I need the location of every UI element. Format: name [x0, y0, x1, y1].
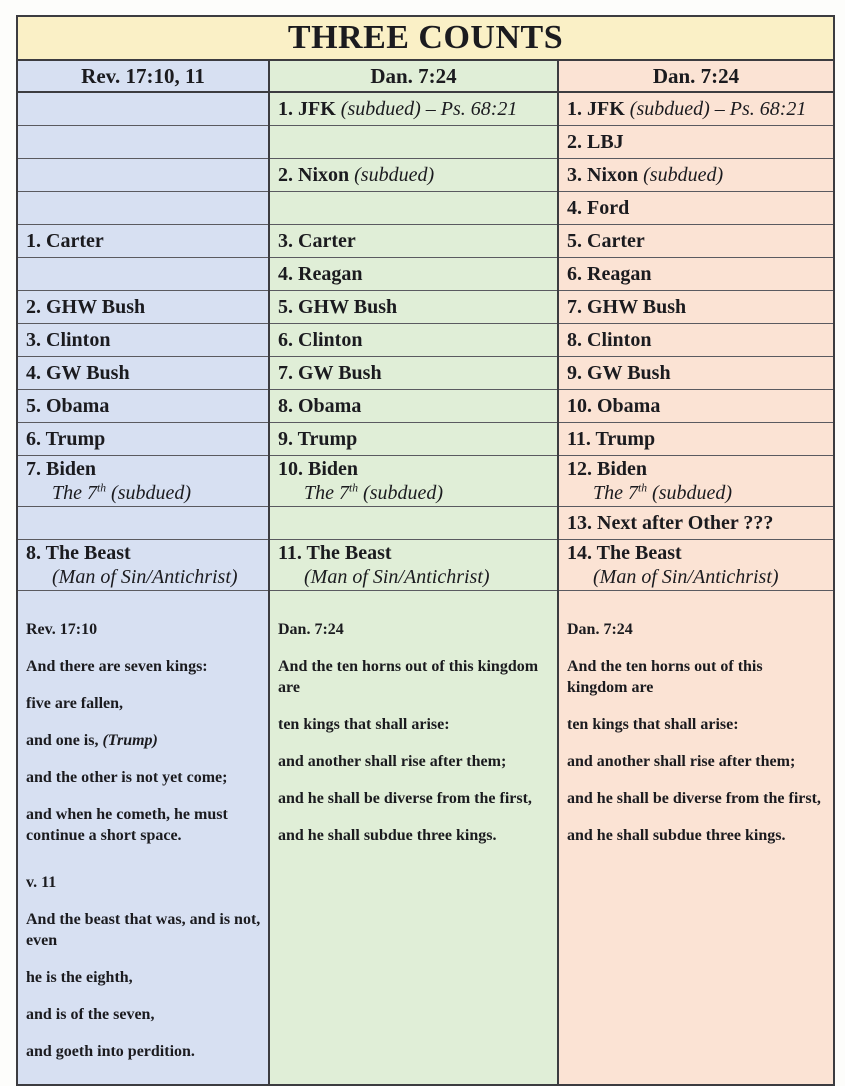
count-cell-line: [26, 361, 262, 385]
text-segment: 3. Carter: [278, 229, 356, 252]
text-segment: 4. Reagan: [278, 262, 363, 285]
text-segment: 10. Biden: [278, 457, 359, 480]
scripture-paragraph: [567, 751, 827, 772]
scripture-paragraph: [278, 825, 551, 846]
count-cell: [269, 290, 558, 323]
scripture-paragraph: [567, 825, 827, 846]
text-segment: (subdued): [629, 97, 710, 120]
count-cell-line: [567, 457, 827, 481]
count-cell-line: [278, 427, 551, 451]
header-row: [17, 60, 834, 92]
scripture-paragraph: [278, 656, 551, 698]
scripture-paragraph: [26, 909, 262, 951]
count-cell: [17, 356, 269, 389]
text-segment: 8. The Beast: [26, 541, 131, 564]
count-cell: [558, 323, 834, 356]
text-segment: 6. Trump: [26, 427, 106, 450]
scripture-paragraph: [26, 967, 262, 988]
text-segment: 1. JFK: [278, 97, 341, 120]
text-segment: 5. GHW Bush: [278, 295, 398, 318]
text-segment: 4. GW Bush: [26, 361, 130, 384]
text-segment: (subdued): [358, 481, 444, 504]
count-cell-line: [567, 427, 827, 451]
text-segment: (subdued): [643, 163, 724, 186]
text-segment: and another shall rise after them;: [567, 752, 796, 770]
count-row: [17, 506, 834, 539]
count-cell-subline: [26, 565, 262, 589]
count-cell-line: [567, 328, 827, 352]
count-cell-line: [278, 457, 551, 481]
text-segment: 11. The Beast: [278, 541, 392, 564]
count-cell: [269, 422, 558, 455]
scripture-paragraph: [567, 656, 827, 698]
count-cell: [17, 506, 269, 539]
text-segment: 9. Trump: [278, 427, 358, 450]
text-segment: 3. Clinton: [26, 328, 111, 351]
text-segment: and another shall rise after them;: [278, 752, 507, 770]
count-cell: [558, 158, 834, 191]
text-segment: (Man of Sin/Antichrist): [52, 565, 238, 588]
text-segment: 14. The Beast: [567, 541, 682, 564]
count-cell-line: [567, 97, 827, 121]
count-cell-line: [278, 541, 551, 565]
count-cell: [269, 158, 558, 191]
scripture-paragraph: [26, 872, 262, 893]
scripture-cell-rev: [17, 590, 269, 1085]
count-cell: [558, 506, 834, 539]
count-cell: [269, 455, 558, 506]
scripture-paragraph: [26, 804, 262, 846]
text-segment: th: [349, 480, 359, 494]
text-segment: 8. Clinton: [567, 328, 652, 351]
three-counts-table: [16, 15, 835, 1086]
text-segment: Rev. 17:10: [26, 620, 98, 638]
text-segment: and when he cometh, he must continue a short space.: [26, 805, 228, 844]
count-cell-subline: [567, 565, 827, 589]
text-segment: 2. Nixon: [278, 163, 355, 186]
text-segment: 4. Ford: [567, 196, 630, 219]
count-cell: [269, 257, 558, 290]
count-row: [17, 257, 834, 290]
count-cell-line: [278, 394, 551, 418]
scripture-paragraph: [567, 714, 827, 735]
count-cell: [269, 92, 558, 125]
count-cell: [558, 539, 834, 590]
count-cell-line: [26, 328, 262, 352]
count-row: [17, 356, 834, 389]
text-segment: and he shall subdue three kings.: [567, 826, 786, 844]
scripture-paragraph: [26, 656, 262, 677]
count-cell-line: [26, 457, 262, 481]
text-segment: and one is,: [26, 731, 103, 749]
text-segment: 2. LBJ: [567, 130, 624, 153]
count-cell-line: [26, 229, 262, 253]
count-row: [17, 539, 834, 590]
count-row: [17, 290, 834, 323]
text-segment: And the beast that was, and is not, even: [26, 910, 261, 949]
count-cell-line: [278, 262, 551, 286]
count-cell: [17, 323, 269, 356]
count-row: [17, 224, 834, 257]
text-segment: And the ten horns out of this kingdom are: [567, 657, 763, 696]
text-segment: 2. GHW Bush: [26, 295, 146, 318]
count-cell: [269, 125, 558, 158]
count-cell: [558, 455, 834, 506]
text-segment: And there are seven kings:: [26, 657, 208, 675]
text-segment: 1. JFK: [567, 97, 630, 120]
text-segment: 7. GHW Bush: [567, 295, 687, 318]
text-segment: 1. Carter: [26, 229, 104, 252]
count-cell-line: [567, 361, 827, 385]
text-segment: The 7: [52, 481, 97, 504]
count-row: [17, 158, 834, 191]
count-cell-line: [567, 295, 827, 319]
count-cell: [17, 455, 269, 506]
count-cell-line: [567, 541, 827, 565]
count-row: [17, 125, 834, 158]
count-cell: [17, 257, 269, 290]
table-title: THREE COUNTS: [17, 16, 834, 60]
count-cell: [558, 389, 834, 422]
count-cell: [269, 539, 558, 590]
scripture-cell-dan-right: [558, 590, 834, 1085]
count-cell-line: [26, 541, 262, 565]
text-segment: (subdued): [340, 97, 421, 120]
text-segment: five are fallen,: [26, 694, 124, 712]
scripture-paragraph: [278, 619, 551, 640]
count-cell: [558, 290, 834, 323]
text-segment: – Ps. 68:21: [709, 97, 807, 120]
scripture-paragraph: [278, 788, 551, 809]
scripture-paragraph: [26, 693, 262, 714]
text-segment: v. 11: [26, 873, 57, 891]
count-cell-subline: [567, 481, 827, 505]
text-segment: And the ten horns out of this kingdom are: [278, 657, 539, 696]
scripture-paragraph: [278, 714, 551, 735]
scripture-paragraph: [26, 1041, 262, 1062]
text-segment: th: [638, 480, 648, 494]
count-cell-line: [278, 229, 551, 253]
count-cell: [269, 389, 558, 422]
text-segment: Dan. 7:24: [278, 620, 344, 638]
count-cell: [558, 257, 834, 290]
count-cell-line: [567, 196, 827, 220]
text-segment: (subdued): [106, 481, 192, 504]
count-cell: [269, 356, 558, 389]
count-cell-line: [26, 427, 262, 451]
text-segment: 12. Biden: [567, 457, 648, 480]
count-row: [17, 389, 834, 422]
count-cell: [269, 191, 558, 224]
count-row: [17, 191, 834, 224]
count-cell-subline: [278, 565, 551, 589]
scripture-paragraph: [26, 1004, 262, 1025]
scripture-paragraph: [567, 619, 827, 640]
count-cell: [17, 191, 269, 224]
text-segment: and is of the seven,: [26, 1005, 155, 1023]
text-segment: and the other is not yet come;: [26, 768, 228, 786]
text-segment: (Trump): [102, 731, 158, 749]
text-segment: 7. GW Bush: [278, 361, 382, 384]
count-cell-subline: [278, 481, 551, 505]
table-head: [17, 16, 834, 92]
count-cell: [17, 389, 269, 422]
count-row: [17, 92, 834, 125]
count-cell: [558, 356, 834, 389]
count-cell: [558, 92, 834, 125]
count-row: [17, 455, 834, 506]
text-segment: and he shall subdue three kings.: [278, 826, 497, 844]
text-segment: The 7: [304, 481, 349, 504]
count-cell: [17, 539, 269, 590]
text-segment: (Man of Sin/Antichrist): [593, 565, 779, 588]
scripture-cell-dan-middle: [269, 590, 558, 1085]
count-cell-line: [567, 163, 827, 187]
column-header-rev-17-10-11: Rev. 17:10, 11: [17, 60, 269, 92]
count-cell-subline: [26, 481, 262, 505]
text-segment: 9. GW Bush: [567, 361, 671, 384]
counts-body: [17, 92, 834, 1085]
text-segment: 6. Reagan: [567, 262, 652, 285]
scripture-paragraph: [26, 619, 262, 640]
count-cell: [17, 158, 269, 191]
count-cell: [17, 422, 269, 455]
count-row: [17, 323, 834, 356]
text-segment: The 7: [593, 481, 638, 504]
text-segment: 8. Obama: [278, 394, 362, 417]
column-header-dan-7-24-right: Dan. 7:24: [558, 60, 834, 92]
count-cell: [269, 506, 558, 539]
count-cell: [558, 224, 834, 257]
count-cell-line: [567, 229, 827, 253]
text-segment: (subdued): [354, 163, 435, 186]
scripture-paragraph: [567, 788, 827, 809]
count-cell-line: [278, 163, 551, 187]
count-cell-line: [278, 328, 551, 352]
text-segment: 6. Clinton: [278, 328, 363, 351]
text-segment: th: [97, 480, 107, 494]
count-cell: [558, 191, 834, 224]
scripture-paragraph: [278, 751, 551, 772]
text-segment: 3. Nixon: [567, 163, 644, 186]
count-cell-line: [567, 130, 827, 154]
count-cell-line: [567, 262, 827, 286]
text-segment: he is the eighth,: [26, 968, 133, 986]
count-cell-line: [26, 295, 262, 319]
title-row: [17, 16, 834, 60]
text-segment: 5. Carter: [567, 229, 645, 252]
scripture-row: [17, 590, 834, 1085]
count-cell-line: [278, 361, 551, 385]
text-segment: – Ps. 68:21: [420, 97, 518, 120]
count-cell-line: [567, 511, 827, 535]
count-cell-line: [278, 295, 551, 319]
count-cell-line: [567, 394, 827, 418]
text-segment: (Man of Sin/Antichrist): [304, 565, 490, 588]
count-cell: [269, 224, 558, 257]
text-segment: and he shall be diverse from the first,: [278, 789, 532, 807]
count-cell: [269, 323, 558, 356]
text-segment: and he shall be diverse from the first,: [567, 789, 821, 807]
text-segment: (subdued): [647, 481, 733, 504]
text-segment: 7. Biden: [26, 457, 97, 480]
text-segment: ten kings that shall arise:: [567, 715, 739, 733]
count-cell: [17, 290, 269, 323]
count-cell: [558, 422, 834, 455]
count-cell: [17, 224, 269, 257]
count-cell-line: [278, 97, 551, 121]
count-cell: [558, 125, 834, 158]
scripture-paragraph: [26, 730, 262, 751]
text-segment: Dan. 7:24: [567, 620, 633, 638]
text-segment: 10. Obama: [567, 394, 661, 417]
column-header-dan-7-24-middle: Dan. 7:24: [269, 60, 558, 92]
text-segment: 13. Next after Other ???: [567, 511, 774, 534]
count-row: [17, 422, 834, 455]
scripture-paragraph: [26, 767, 262, 788]
text-segment: and goeth into perdition.: [26, 1042, 195, 1060]
text-segment: 5. Obama: [26, 394, 110, 417]
text-segment: ten kings that shall arise:: [278, 715, 450, 733]
count-cell: [17, 125, 269, 158]
text-segment: 11. Trump: [567, 427, 656, 450]
count-cell-line: [26, 394, 262, 418]
count-cell: [17, 92, 269, 125]
